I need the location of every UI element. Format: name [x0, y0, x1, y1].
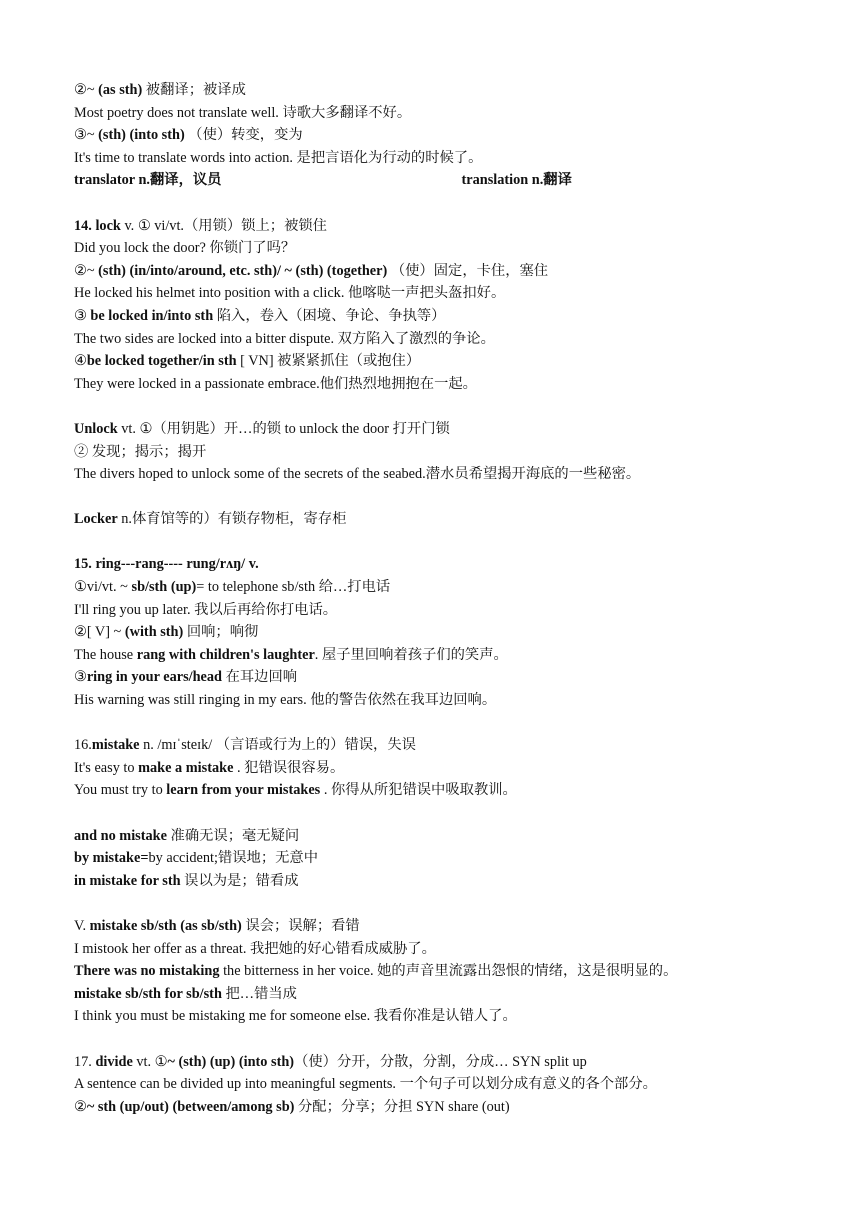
text-run: 误会；误解；看错 — [241, 917, 360, 934]
text-run: 被翻译；被译成 — [142, 82, 246, 98]
text-line — [74, 169, 794, 192]
text-line — [74, 825, 794, 848]
text-line — [74, 328, 794, 351]
text-line — [74, 1073, 794, 1096]
text-run: ③~ — [74, 127, 99, 144]
text-line — [74, 870, 794, 893]
text-run: = to telephone sb/sth 给…打电话 — [196, 579, 391, 596]
bold-run: (with sth) — [124, 624, 184, 641]
text-run: You must try to — [74, 782, 167, 799]
text-run: 陷入，卷入（困境、争论、争执等） — [213, 307, 446, 324]
text-run: 16. — [74, 737, 92, 754]
bold-run: mistake sb/sth (as sb/sth) — [89, 917, 242, 934]
text-line — [74, 599, 794, 622]
text-run: A sentence can be divided up into meaningful segments. 一个句子可以划分成有意义的各个部分。 — [74, 1076, 657, 1093]
text-run: I'll ring you up later. 我以后再给你打电话。 — [74, 601, 338, 618]
text-run: vt. ①（用钥匙）开…的锁 to unlock the door 打开门锁 — [117, 420, 450, 437]
text-line — [74, 1005, 794, 1028]
bold-run: ~ (sth) (up) (into sth) — [167, 1053, 295, 1070]
text-line — [74, 508, 794, 531]
text-run: I think you must be mistaking me for someone else. 我看你准是认错人了。 — [74, 1008, 517, 1025]
text-run: 把…错当成 — [221, 985, 297, 1002]
text-run: ②~ — [74, 262, 99, 279]
bold-run: in mistake for sth — [74, 872, 181, 889]
text-line — [74, 689, 794, 712]
bold-run: make a mistake — [138, 759, 234, 776]
bold-run: mistake sb/sth for sb/sth — [74, 985, 222, 1002]
text-line — [74, 350, 794, 373]
text-line — [74, 960, 794, 983]
blank-line — [74, 486, 794, 509]
text-line — [74, 305, 794, 328]
text-run: He locked his helmet into position with a click. 他喀哒一声把头盔扣好。 — [74, 285, 506, 302]
bold-run: (sth) (into sth) — [98, 127, 185, 144]
bold-run: be locked in/into sth — [90, 307, 214, 324]
bold-run: divide — [95, 1053, 133, 1070]
text-line — [74, 553, 794, 576]
text-run: ①vi/vt. ~ — [74, 579, 132, 596]
bold-run: by mistake= — [74, 850, 149, 867]
bold-run: (sth) (in/into/around, etc. sth)/ ~ (sth) (together) — [98, 262, 388, 279]
text-run: 误以为是；错看成 — [180, 872, 299, 889]
text-line — [74, 576, 794, 599]
bold-run: rang with children's laughter — [136, 646, 315, 663]
bold-run: and no mistake — [74, 827, 167, 844]
text-run: ④ — [74, 353, 87, 370]
bold-run: ring in your ears/head — [86, 669, 222, 686]
text-line — [74, 757, 794, 780]
bold-run: (as sth) — [98, 82, 143, 98]
text-line — [74, 644, 794, 667]
text-run: The two sides are locked into a bitter dispute. 双方陷入了激烈的争论。 — [74, 330, 495, 347]
text-run: ③ — [74, 669, 87, 686]
text-run: （使）转变，变为 — [184, 127, 303, 144]
text-line — [74, 147, 794, 170]
text-run: 回响；响彻 — [183, 624, 259, 641]
text-line — [74, 373, 794, 396]
text-run: It's easy to — [74, 759, 139, 776]
text-line — [74, 260, 794, 283]
text-line — [74, 282, 794, 305]
text-run: 准确无误；毫无疑问 — [166, 827, 300, 844]
text-line — [74, 666, 794, 689]
bold-run: 14. lock — [74, 217, 121, 234]
blank-line — [74, 395, 794, 418]
text-run: （使）分开，分散，分割，分成… SYN split up — [294, 1053, 587, 1070]
document-page — [74, 79, 794, 1118]
text-run: 在耳边回响 — [222, 669, 298, 686]
text-line — [74, 102, 794, 125]
text-run: Did you lock the door? 你锁门了吗？ — [74, 240, 296, 257]
bold-run: 15. ring---rang---- rung/rʌŋ/ v. — [74, 556, 259, 573]
text-run: His warning was still ringing in my ears. 他的警告依然在我耳边回响。 — [74, 692, 497, 709]
text-line — [74, 938, 794, 961]
bold-run: learn from your mistakes — [166, 782, 321, 799]
text-run: . 你得从所犯错误中吸取教训。 — [320, 782, 517, 799]
bold-run: mistake — [91, 737, 140, 754]
bold-run: There was no mistaking — [74, 963, 220, 980]
text-line — [74, 983, 794, 1006]
bold-run: ~ sth (up/out) (between/among sb) — [86, 1098, 295, 1115]
bold-run: translator n.翻译，议员 — [74, 172, 222, 189]
blank-line — [74, 802, 794, 825]
text-line — [74, 215, 794, 238]
text-run: [ VN] 被紧紧抓住（或抱住） — [236, 353, 421, 370]
text-run: （使）固定，卡住，塞住 — [387, 262, 549, 279]
text-run: ②[ V] ~ — [74, 624, 125, 641]
text-run: The house — [74, 646, 137, 663]
text-run: n.体育馆等的）有锁存物柜，寄存柜 — [117, 511, 347, 528]
text-line — [74, 418, 794, 441]
text-run: 17. — [74, 1053, 96, 1070]
text-line — [74, 1096, 794, 1119]
text-line — [74, 463, 794, 486]
text-run: They were locked in a passionate embrace.他们热烈地拥抱在一起。 — [74, 375, 477, 392]
blank-line — [74, 192, 794, 215]
text-run: by accident;错误地；无意中 — [148, 850, 319, 867]
blank-line — [74, 892, 794, 915]
text-line — [74, 915, 794, 938]
text-run: Most poetry does not translate well. 诗歌大多翻译不好。 — [74, 104, 412, 121]
text-run: the bitterness in her voice. 她的声音里流露出怨恨的情绪，这是很明显的。 — [219, 963, 678, 980]
text-run: ③ — [74, 307, 91, 324]
text-run: . 犯错误很容易。 — [233, 759, 345, 776]
bold-run: be locked together/in sth — [86, 353, 237, 370]
bold-run: translation n.翻译 — [461, 172, 572, 189]
blank-line — [74, 1028, 794, 1051]
text-line — [74, 1051, 794, 1074]
text-run: ② — [74, 1098, 87, 1115]
text-line — [74, 847, 794, 870]
text-run: ②~ — [74, 82, 99, 98]
text-run: The divers hoped to unlock some of the secrets of the seabed.潜水员希望揭开海底的一些秘密。 — [74, 466, 641, 483]
bold-run: Locker — [74, 511, 118, 528]
text-run: It's time to translate words into action. 是把言语化为行动的时候了。 — [74, 149, 483, 166]
text-run: n. /mɪˈsteɪk/ （言语或行为上的）错误，失误 — [139, 737, 416, 754]
text-line — [74, 779, 794, 802]
text-line — [74, 124, 794, 147]
text-run: v. ① vi/vt.（用锁）锁上；被锁住 — [120, 217, 327, 234]
text-line — [74, 237, 794, 260]
text-run: V. — [74, 917, 90, 934]
text-run: . 屋子里回响着孩子们的笑声。 — [314, 646, 508, 663]
text-run: vt. ① — [132, 1053, 168, 1070]
blank-line — [74, 531, 794, 554]
text-line — [74, 441, 794, 464]
text-line — [74, 734, 794, 757]
text-line — [74, 79, 794, 102]
text-line — [74, 621, 794, 644]
bold-run: Unlock — [74, 420, 118, 437]
text-run: I mistook her offer as a threat. 我把她的好心错看成威胁了。 — [74, 940, 436, 957]
blank-line — [74, 712, 794, 735]
bold-run: sb/sth (up) — [131, 579, 197, 596]
text-run: ② 发现；揭示；揭开 — [74, 443, 207, 460]
text-run: 分配；分享；分担 SYN share (out) — [294, 1098, 510, 1115]
